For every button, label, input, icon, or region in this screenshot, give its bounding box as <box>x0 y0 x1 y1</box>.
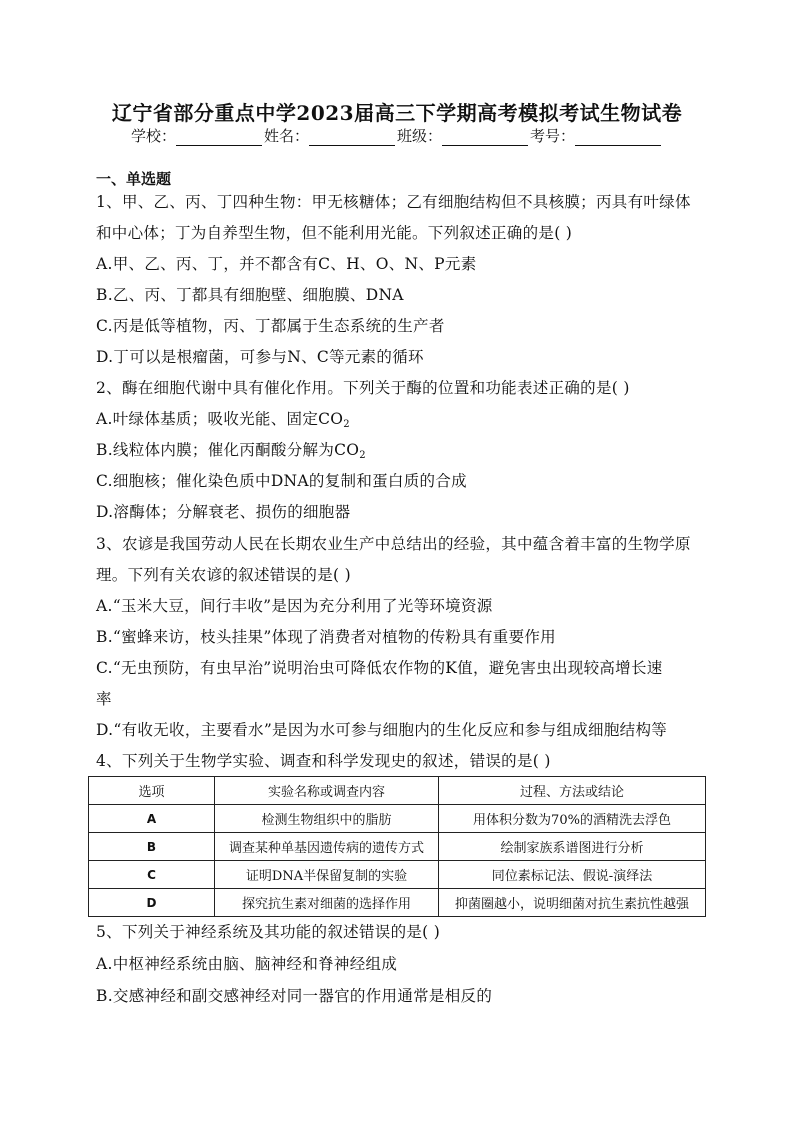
q3-option-c-line2[interactable]: 率 <box>96 690 112 708</box>
table-header-row <box>89 777 706 805</box>
table-cell-option: D <box>89 889 215 917</box>
class-blank[interactable] <box>442 129 528 146</box>
table-cell: 调查某种单基因遗传病的遗传方式 <box>215 833 439 861</box>
exam-number-field[interactable]: 考号： <box>530 126 663 146</box>
table-row <box>89 861 706 889</box>
q1-option-d[interactable]: D.丁可以是根瘤菌，可参与N、C等元素的循环 <box>96 348 424 366</box>
student-info-row <box>0 126 794 146</box>
class-field[interactable]: 班级： <box>397 126 530 146</box>
q3-stem-line1: 3、农谚是我国劳动人民在长期农业生产中总结出的经验，其中蕴含着丰富的生物学原 <box>96 535 691 553</box>
table-cell-option: A <box>89 805 215 833</box>
exam-title: 辽宁省部分重点中学2023届高三下学期高考模拟考试生物试卷 <box>111 101 683 125</box>
q2-option-d[interactable]: D.溶酶体；分解衰老、损伤的细胞器 <box>96 503 351 521</box>
q5-stem: 5、下列关于神经系统及其功能的叙述错误的是( ) <box>96 923 441 941</box>
q2-stem: 2、酶在细胞代谢中具有催化作用。下列关于酶的位置和功能表述正确的是( ) <box>96 379 630 397</box>
table-header-cell: 过程、方法或结论 <box>439 777 706 805</box>
q2-option-b[interactable]: B.线粒体内膜；催化丙酮酸分解为$CO_2$ <box>96 441 366 461</box>
school-field[interactable]: 学校： <box>131 126 264 146</box>
table-cell: 同位素标记法、假说-演绎法 <box>439 861 706 889</box>
name-blank[interactable] <box>309 129 395 146</box>
q1-option-c[interactable]: C.丙是低等植物，丙、丁都属于生态系统的生产者 <box>96 317 445 335</box>
q3-option-a[interactable]: A.“玉米大豆，间行丰收”是因为充分利用了光等环境资源 <box>96 597 493 615</box>
table-row <box>89 805 706 833</box>
school-blank[interactable] <box>176 129 262 146</box>
q5-option-b[interactable]: B.交感神经和副交感神经对同一器官的作用通常是相反的 <box>96 987 493 1005</box>
q1-option-b[interactable]: B.乙、丙、丁都具有细胞壁、细胞膜、DNA <box>96 286 404 304</box>
table-cell: 绘制家族系谱图进行分析 <box>439 833 706 861</box>
q1-stem-line1: 1、甲、乙、丙、丁四种生物：甲无核糖体；乙有细胞结构但不具核膜；丙具有叶绿体 <box>96 193 691 211</box>
table-cell: 用体积分数为70%的酒精洗去浮色 <box>439 805 706 833</box>
name-field[interactable]: 姓名： <box>264 126 397 146</box>
q4-table <box>88 776 706 917</box>
table-cell-option: C <box>89 861 215 889</box>
q2-option-c[interactable]: C.细胞核；催化染色质中DNA的复制和蛋白质的合成 <box>96 472 467 490</box>
q1-stem-line2: 和中心体；丁为自养型生物，但不能利用光能。下列叙述正确的是( ) <box>96 224 573 242</box>
section-heading: 一、单选题 <box>96 170 172 188</box>
q3-option-b[interactable]: B.“蜜蜂来访，枝头挂果”体现了消费者对植物的传粉具有重要作用 <box>96 628 556 646</box>
table-cell: 探究抗生素对细菌的选择作用 <box>215 889 439 917</box>
table-cell-option: B <box>89 833 215 861</box>
q5-option-a[interactable]: A.中枢神经系统由脑、脑神经和脊神经组成 <box>96 955 398 973</box>
table-header-cell: 选项 <box>89 777 215 805</box>
table-header-cell: 实验名称或调查内容 <box>215 777 439 805</box>
q3-option-d[interactable]: D.“有收无收，主要看水”是因为水可参与细胞内的生化反应和参与组成细胞结构等 <box>96 721 668 739</box>
table-cell: 检测生物组织中的脂肪 <box>215 805 439 833</box>
table-row <box>89 833 706 861</box>
table-cell: 抑菌圈越小，说明细菌对抗生素抗性越强 <box>439 889 706 917</box>
table-row <box>89 889 706 917</box>
q1-option-a[interactable]: A.甲、乙、丙、丁，并不都含有C、H、O、N、P元素 <box>96 255 477 273</box>
q3-option-c-line1[interactable]: C.“无虫预防，有虫早治”说明治虫可降低农作物的K值，避免害虫出现较高增长速 <box>96 659 663 677</box>
table-cell: 证明DNA半保留复制的实验 <box>215 861 439 889</box>
q3-stem-line2: 理。下列有关农谚的叙述错误的是( ) <box>96 566 351 584</box>
q2-option-a[interactable]: A.叶绿体基质；吸收光能、固定$CO_2$ <box>96 410 350 430</box>
exam-number-blank[interactable] <box>575 129 661 146</box>
q4-stem: 4、下列关于生物学实验、调查和科学发现史的叙述，错误的是( ) <box>96 752 551 770</box>
